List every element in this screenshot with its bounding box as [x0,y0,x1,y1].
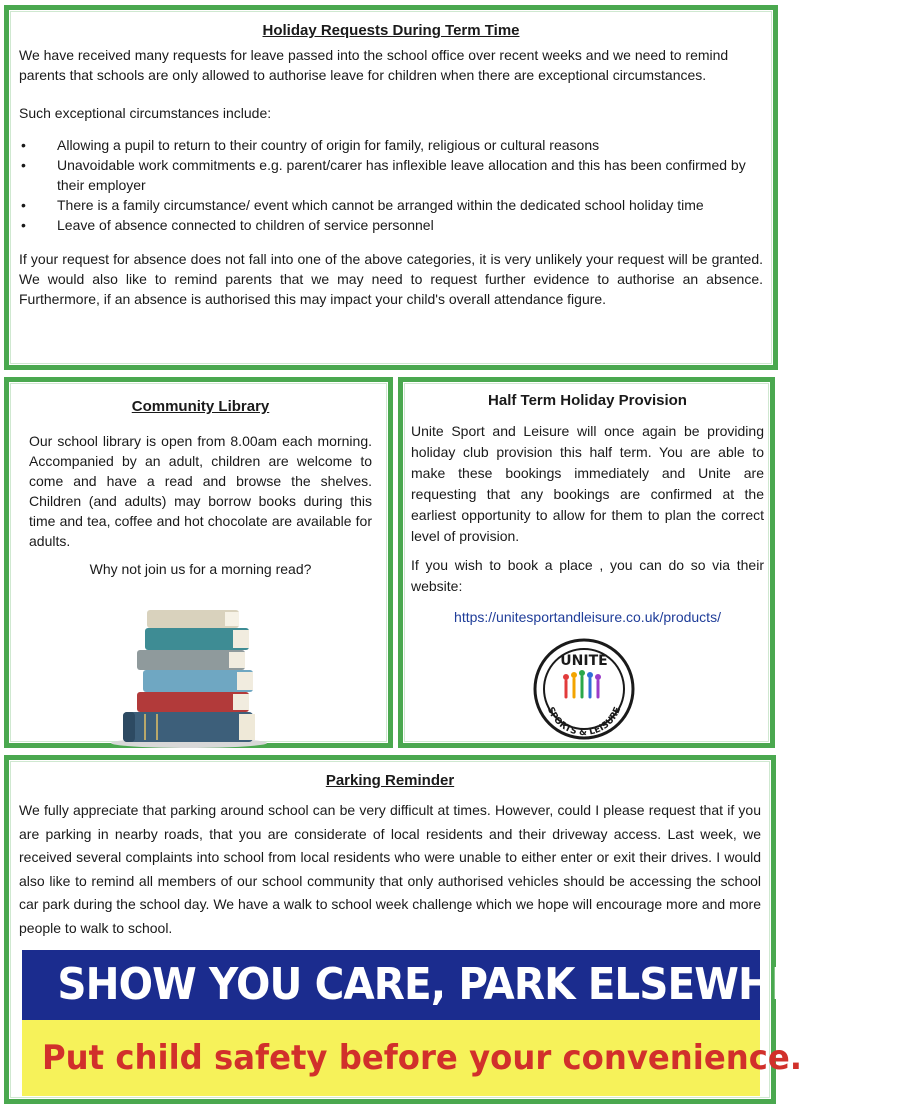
holiday-closing: If your request for absence does not fall into one of the above categories, it is very unlikely your request will be granted. We would also like to remind parents that we may need to request further evidence to authorise an absence. Furthermore, if an absence is authorised this may impact your child's overall attendance figure. [19,251,763,307]
holiday-title: Holiday Requests During Term Time [262,22,520,39]
svg-text:SPORTS & LEISURE: SPORTS & LEISURE [544,705,624,739]
list-item: • Allowing a pupil to return to their country of origin for family, religious or cultural reasons [21,137,600,153]
books-stack-icon [109,600,279,750]
unite-website-link[interactable]: https://unitesportandleisure.co.uk/products/ [454,609,721,625]
holiday-intro: We have received many requests for leave passed into the school office over recent weeks and we need to remind parents that schools are only allowed to authorise leave for children when there are exceptional circumstances. [19,47,729,83]
park-elsewhere-banner: SHOW YOU CARE, PARK ELSEWHERE! [22,950,760,1020]
child-safety-banner: Put child safety before your convenience. [22,1020,760,1096]
bullet-icon: • [21,137,26,153]
list-item: • Unavoidable work commitments e.g. parent/carer has inflexible leave allocation and this has been confirmed by their employer [21,157,746,193]
parking-body: We fully appreciate that parking around school can be very difficult at times. However, could I please request that if you are parking in nearby roads, that you are considerate of local residents and their driveway access. Last week, we received several complaints into school from local residents who were unable to either enter or exit their drives. I would also like to remind all members of our school community that only authorised vehicles should be accessing the school car park during the school day. We have a walk to school week challenge which we hope will encourage more and more people to walk to school. [19,802,761,936]
community-library-section [4,377,393,748]
holiday-lead: Such exceptional circumstances include: [19,105,272,121]
library-invite: Why not join us for a morning read? [89,561,312,577]
holiday-requests-section [4,5,778,370]
list-item: • There is a family circumstance/ event which cannot be arranged within the dedicated school holiday time [21,197,704,213]
library-title: Community Library [131,398,270,415]
bullet-icon: • [21,217,26,233]
bullet-icon: • [21,157,26,173]
halfterm-title: Half Term Holiday Provision [488,392,687,409]
list-item: • Leave of absence connected to children of service personnel [21,217,434,233]
half-term-provision-section [398,377,775,748]
library-body: Our school library is open from 8.00am each morning. Accompanied by an adult, children are welcome to come and have a read and browse the shelves. Children (and adults) may borrow books during this time and tea, coffee and hot chocolate are available for adults. [29,433,372,549]
halfterm-body: Unite Sport and Leisure will once again be providing holiday club provision this half term. You are able to make these bookings immediately and Unite are requesting that any bookings are confirmed at the earliest opportunity to allow for them to plan the correct level of provision. [411,423,764,544]
unite-sports-leisure-logo [532,637,636,741]
parking-reminder-section [4,755,873,1104]
parking-title: Parking Reminder [325,772,455,789]
bullet-icon: • [21,197,26,213]
exceptional-circumstances-list [19,135,763,235]
svg-text:UNITE: UNITE [560,653,608,669]
halfterm-book: If you wish to book a place , you can do so via their website: [411,557,764,594]
